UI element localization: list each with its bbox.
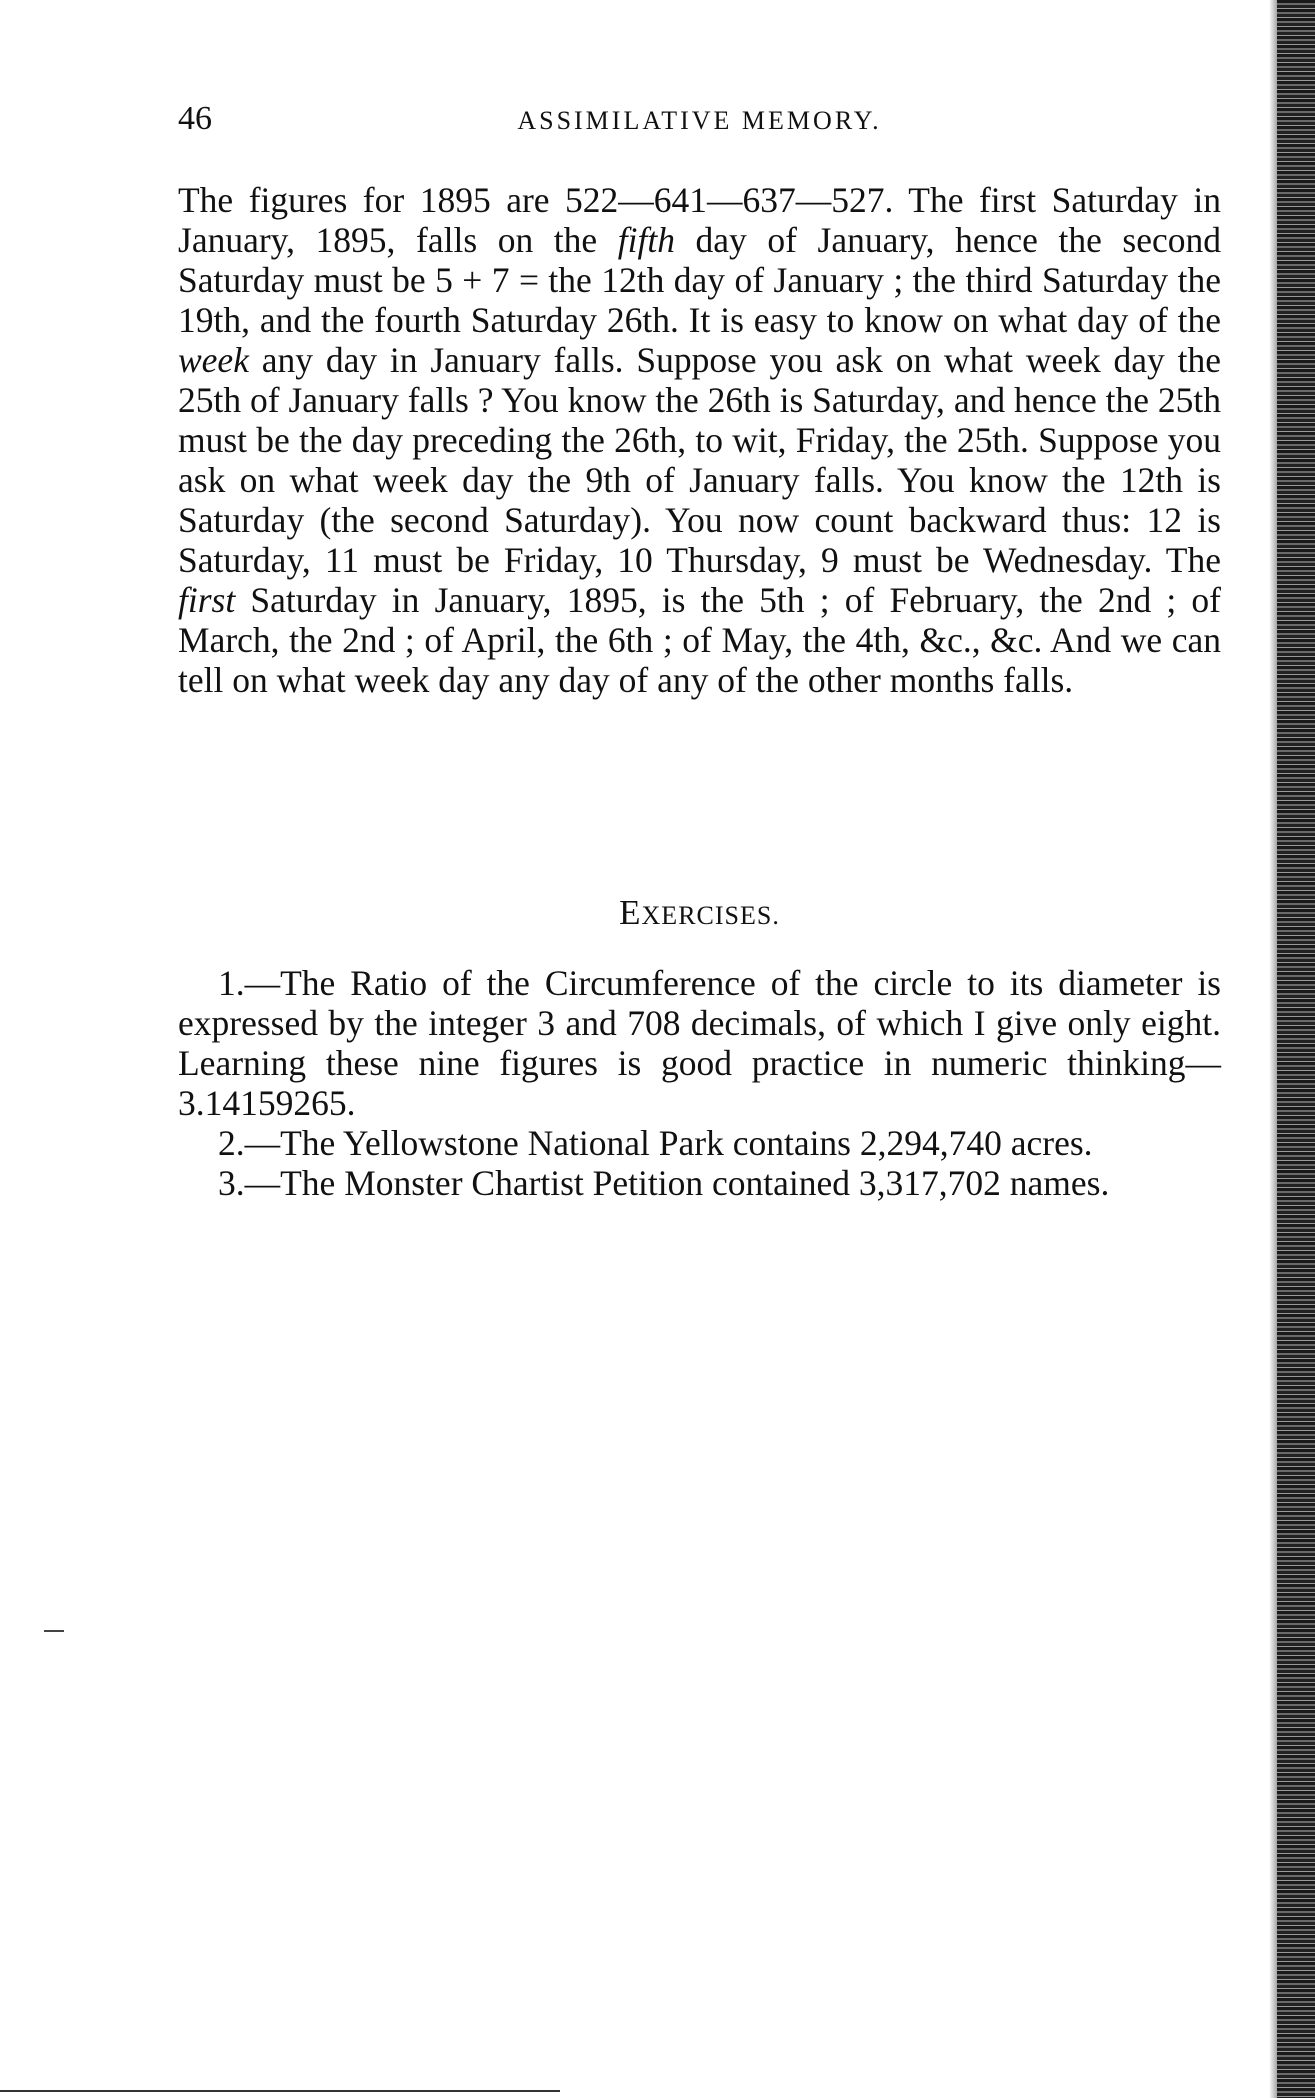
text-run: day of January, hence the second Saturday must be 5 + 7 = the 12th day of January ; the third Saturday the 19th, and the fourth Saturday 26th. It is easy to know on what day of the (178, 220, 1221, 340)
exercise-item: 1.—The Ratio of the Circumference of the circle to its diameter is expressed by the integer 3 and 708 decimals, of which I give only eight. Learning these nine figures is good practice in numeric thinking—3.14159265. (178, 963, 1221, 1123)
running-head: ASSIMILATIVE MEMORY. (517, 106, 882, 135)
text-run: any day in January falls. Suppose you ask on what week day the 25th of January falls ? You know the 26th is Saturday, and hence the 25th must be the day preceding the 26th, to wit, Friday, the 25th. Suppose you ask on what week day the 9th of January falls. You know the 12th is Saturday (the second Saturday). You now count backward thus: 12 is Saturday, 11 must be Friday, 10 Thursday, 9 must be Wednesday. The (178, 340, 1221, 580)
section-title (178, 893, 1221, 933)
page-edge (1277, 0, 1315, 2098)
italic-word: week (178, 340, 249, 380)
paragraph (178, 180, 1221, 700)
text-run: The figures for 1895 are 522—641—637—527. The first Saturday in January, 1895, falls on the (178, 180, 1221, 260)
page-number: 46 (178, 100, 212, 137)
bottom-rule (0, 2090, 560, 2092)
stray-mark (44, 1630, 64, 1632)
section-title-initial: E (619, 893, 642, 932)
page-header (178, 100, 1221, 150)
exercise-item: 3.—The Monster Chartist Petition contained 3,317,702 names. (218, 1163, 1110, 1203)
body-paragraph (178, 180, 1221, 700)
italic-word: fifth (617, 220, 675, 260)
section-title-rest: XERCISES. (641, 901, 780, 930)
exercise-list (178, 963, 1221, 1203)
exercise-item: 2.—The Yellowstone National Park contains 2,294,740 acres. (218, 1123, 1093, 1163)
page-edge-shadow (1269, 0, 1277, 2098)
text-run: Saturday in January, 1895, is the 5th ; of February, the 2nd ; of March, the 2nd ; of April, the 6th ; of May, the 4th, &c., &c. And we can tell on what week day any day of any of the other months falls. (178, 580, 1221, 700)
italic-word: first (178, 580, 236, 620)
